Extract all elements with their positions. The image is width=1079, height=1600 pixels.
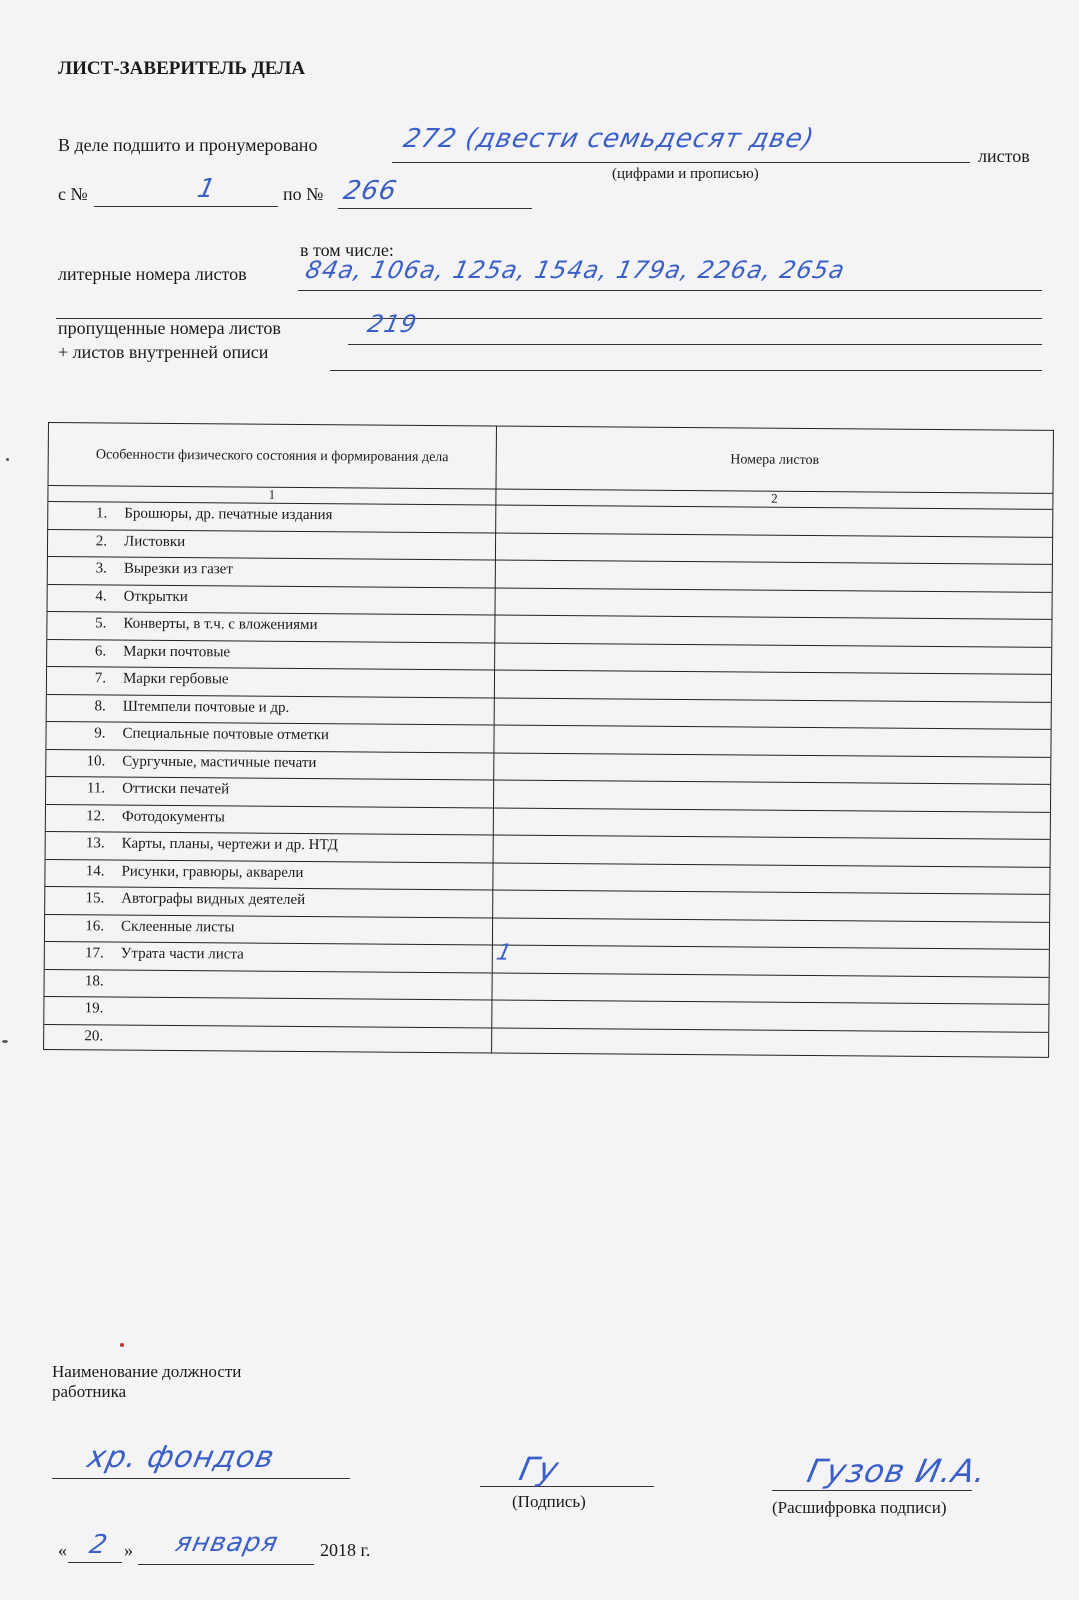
inner-underline — [330, 370, 1042, 371]
row-number: 12. — [86, 807, 105, 824]
letter-label: литерные номера листов — [58, 264, 247, 284]
table-row — [47, 588, 494, 619]
from-label: с № — [58, 184, 88, 204]
row-label: Марки гербовые — [122, 670, 229, 688]
table-row — [45, 945, 492, 976]
row-number: 8. — [94, 697, 106, 714]
table-row — [48, 505, 495, 536]
date-year: 2018 г. — [320, 1540, 371, 1560]
table-row — [44, 1027, 491, 1058]
table-row — [48, 560, 495, 591]
table-row — [44, 1000, 491, 1031]
row-number: 7. — [94, 670, 107, 687]
decode-caption: (Расшифровка подписи) — [772, 1498, 947, 1517]
row-number: 18. — [84, 972, 104, 989]
table-row — [46, 835, 493, 866]
row-number: 20. — [84, 1027, 104, 1044]
table-row — [46, 725, 493, 756]
row-number: 1. — [95, 505, 108, 522]
skipped-value: 219 — [365, 310, 420, 338]
date-month: января — [172, 1528, 282, 1558]
table-row — [47, 697, 494, 728]
scan-speck — [120, 1343, 124, 1347]
to-value: 266 — [340, 176, 400, 206]
row-label: Склеенные листы — [120, 918, 235, 935]
table-row — [45, 890, 492, 921]
digits-caption: (цифрами и прописью) — [612, 166, 759, 182]
date-open: « — [58, 1540, 67, 1560]
intro-handwritten: 272 (двести семьдесят две) — [400, 124, 818, 154]
position-handwritten: хр. фондов — [84, 1440, 278, 1475]
row-label: Утрата части листа — [120, 945, 244, 963]
row-label: Специальные почтовые отметки — [122, 725, 329, 744]
inner-label: + листов внутренней описи — [58, 342, 269, 362]
to-underline — [338, 208, 532, 209]
skipped-underline — [348, 344, 1042, 345]
row-number: 5. — [95, 615, 107, 632]
row-number: 13. — [85, 835, 105, 852]
scan-speck — [6, 458, 9, 461]
row-label: Рисунки, гравюры, акварели — [121, 863, 304, 881]
col2-header: Номера листов — [730, 451, 820, 468]
letter-underline-1 — [298, 290, 1042, 291]
intro-underline — [392, 162, 970, 163]
skipped-label: пропущенные номера листов — [58, 318, 281, 338]
row-number: 4. — [95, 587, 107, 604]
table-row — [47, 670, 494, 701]
table-row — [48, 533, 495, 564]
decode-handwritten: Гузов И.А. — [803, 1452, 991, 1490]
row-number: 15. — [85, 890, 105, 907]
row-number: 16. — [85, 917, 105, 934]
table-row — [44, 972, 491, 1003]
row-label: Фотодокументы — [121, 808, 225, 825]
decode-underline — [772, 1490, 972, 1491]
position-label-2: работника — [52, 1382, 127, 1401]
table-row — [45, 917, 492, 948]
letter-values: 84а, 106а, 125а, 154а, 179а, 226а, 265а — [303, 256, 848, 284]
row-label: Вырезки из газет — [123, 560, 233, 578]
intro-label: В деле подшито и пронумеровано — [58, 135, 318, 155]
signature-caption: (Подпись) — [512, 1492, 586, 1511]
row-number: 3. — [95, 560, 107, 577]
row-label: Автографы видных деятелей — [121, 890, 306, 909]
features-table — [43, 422, 1054, 1058]
date-day-underline — [68, 1562, 122, 1563]
table-row — [45, 862, 492, 893]
row-number: 14. — [85, 862, 105, 879]
row-label: Карты, планы, чертежи и др. НТД — [121, 835, 338, 854]
date-month-underline — [138, 1564, 314, 1565]
row-label: Конверты, в т.ч. с вложениями — [123, 615, 318, 634]
signature-handwritten: Гу — [515, 1450, 563, 1488]
date-day: 2 — [86, 1530, 111, 1560]
table-row — [47, 643, 494, 674]
row-label: Открытки — [123, 588, 188, 605]
row-label: Брошюры, др. печатные издания — [124, 505, 333, 524]
table-row — [47, 615, 494, 646]
col1-number: 1 — [268, 486, 276, 502]
including-label: в том числе: — [300, 240, 394, 260]
row-label: Оттиски печатей — [122, 780, 230, 798]
row-value: 1 — [494, 940, 515, 966]
position-label-1: Наименование должности — [52, 1362, 242, 1381]
table-row — [46, 780, 493, 811]
row-number: 11. — [86, 780, 106, 797]
to-label: по № — [283, 184, 324, 204]
table-row — [46, 752, 493, 783]
row-number: 9. — [94, 725, 106, 742]
row-number: 19. — [84, 1000, 104, 1017]
position-underline — [52, 1478, 350, 1479]
date-close: » — [124, 1540, 133, 1560]
from-value: 1 — [194, 174, 219, 204]
table-row — [46, 807, 493, 838]
row-number: 6. — [94, 642, 107, 659]
row-number: 17. — [85, 945, 104, 962]
row-number: 10. — [86, 752, 106, 769]
row-label: Марки почтовые — [123, 643, 231, 660]
col1-header: Особенности физического состояния и формирования дела — [95, 446, 449, 465]
from-underline — [94, 206, 278, 207]
document-title: ЛИСТ-ЗАВЕРИТЕЛЬ ДЕЛА — [58, 58, 306, 79]
scan-speck — [2, 1040, 8, 1043]
row-label: Штемпели почтовые и др. — [122, 698, 290, 716]
row-number: 2. — [95, 532, 108, 549]
row-label: Листовки — [124, 533, 186, 550]
sheets-word: листов — [978, 146, 1030, 166]
row-label: Сургучные, мастичные печати — [122, 753, 317, 771]
col2-number: 2 — [771, 490, 778, 506]
signature-underline — [480, 1486, 654, 1487]
